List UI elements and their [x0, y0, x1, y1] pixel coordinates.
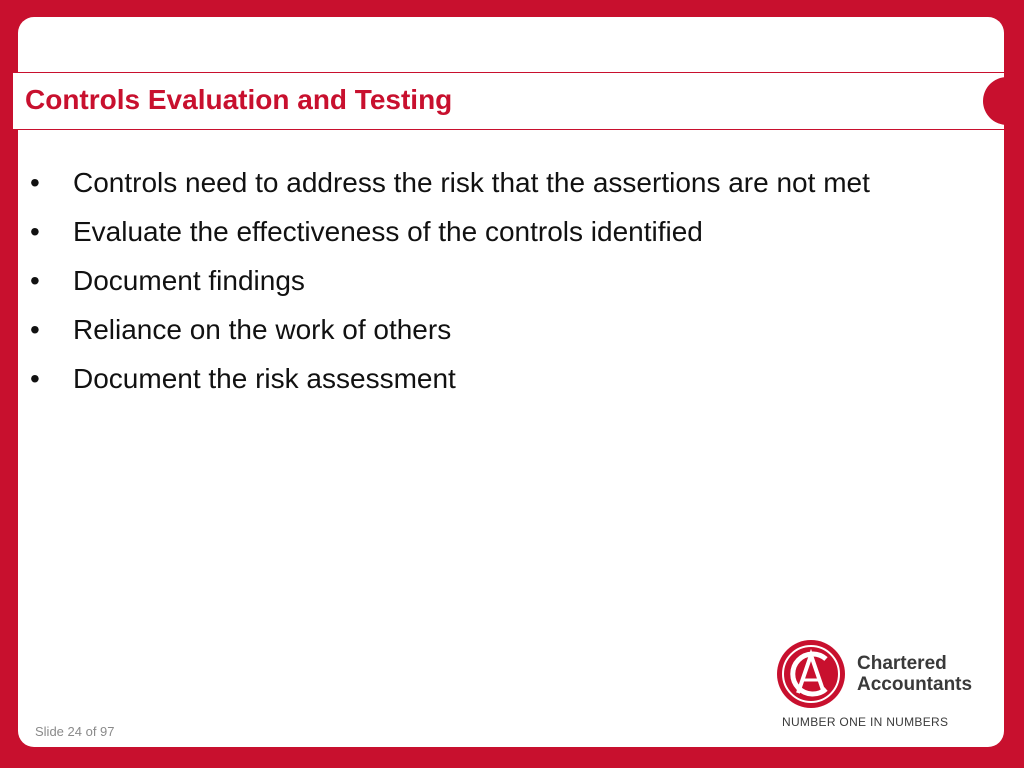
bullet-text: Reliance on the work of others [73, 314, 452, 345]
bullet-item [30, 261, 930, 301]
bullet-item [30, 212, 930, 252]
slide-number: Slide 24 of 97 [35, 724, 115, 739]
bullet-marker: • [30, 167, 40, 198]
logo-name [857, 653, 972, 695]
chartered-accountants-logo [776, 639, 991, 735]
bullet-list [30, 163, 930, 408]
bullet-text: Document the risk assessment [73, 363, 456, 394]
logo-name-line1: Chartered [857, 653, 947, 674]
logo-name-line2: Accountants [857, 674, 973, 695]
bullet-marker: • [30, 314, 40, 345]
bullet-item [30, 310, 930, 350]
title-tab-decoration [983, 77, 1024, 125]
bullet-text: Controls need to address the risk that the assertions are not met [73, 167, 870, 198]
bullet-marker: • [30, 216, 40, 247]
bullet-marker: • [30, 265, 40, 296]
logo-tagline: NUMBER ONE IN NUMBERS [782, 715, 949, 729]
bullet-item [30, 163, 930, 203]
bullet-text: Evaluate the effectiveness of the controls identified [73, 216, 703, 247]
ca-emblem-icon [776, 639, 846, 709]
slide-title: Controls Evaluation and Testing [25, 84, 453, 115]
bullet-item [30, 359, 930, 399]
bullet-text: Document findings [73, 265, 305, 296]
bullet-marker: • [30, 363, 40, 394]
